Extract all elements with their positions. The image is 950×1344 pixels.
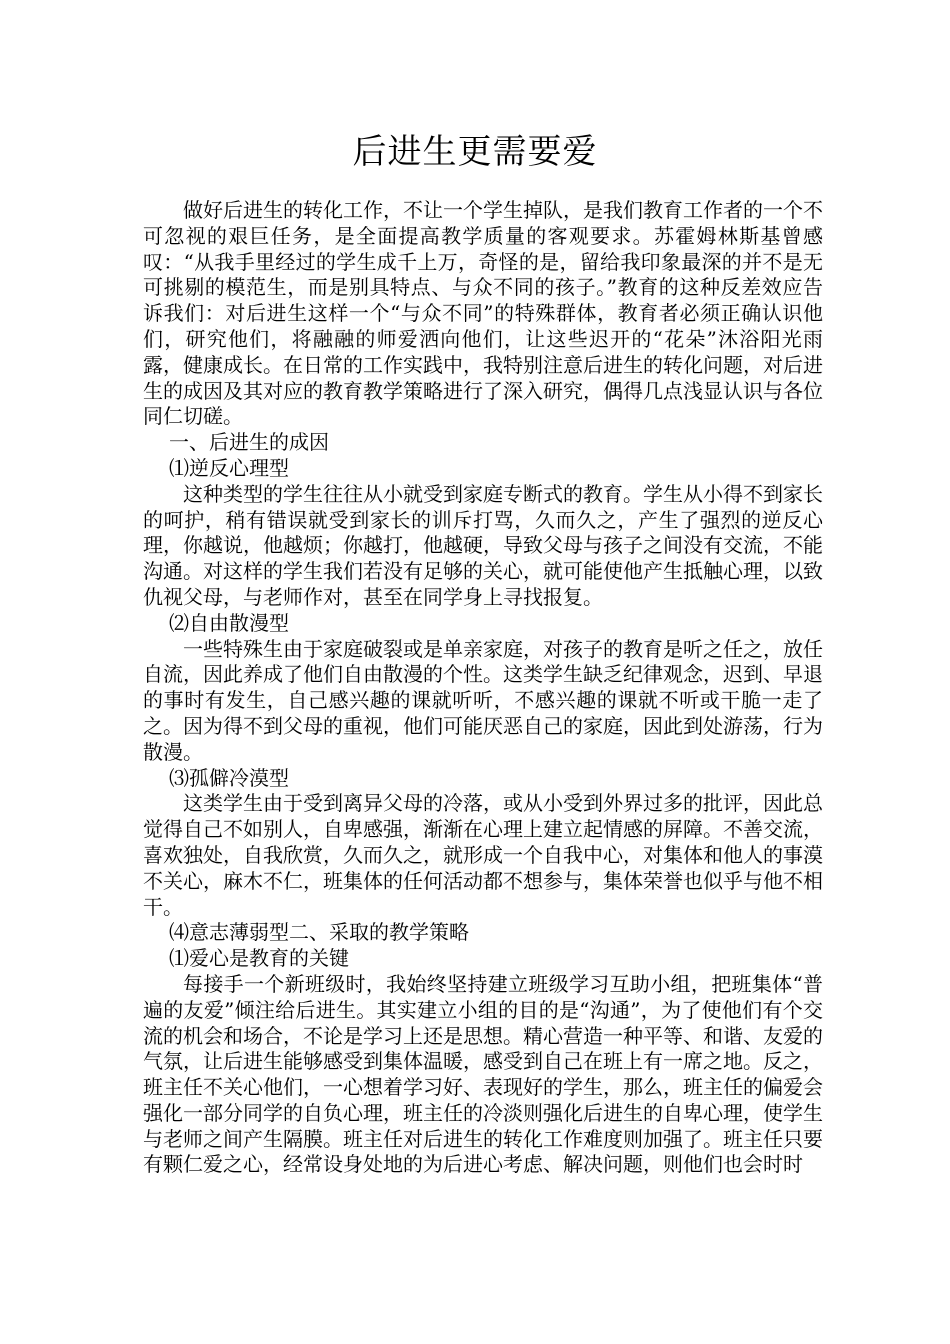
intro-paragraph: 做好后进生的转化工作，不让一个学生掉队，是我们教育工作者的一个不可忽视的艰巨任务，是全面提高教学质量的客观要求。苏霍姆林斯基曾感叹：“从我手里经过的学生成千上万，奇怪的是，留给我印象最深的并不是无可挑剔的模范生，而是别具特点、与众不同的孩子。”教育的这种反差效应告诉我们：对后进生这样一个“与众不同”的特殊群体，教育者必须正确认识他们，研究他们，将融融的师爱洒向他们，让这些迟开的“花朵”沐浴阳光雨露，健康成长。在日常的工作实践中，我特别注意后进生的转化问题，对后进生的成因及其对应的教育教学策略进行了深入研究，偶得几点浅显认识与各位同仁切磋。 — [143, 198, 823, 429]
document-body — [143, 198, 823, 1178]
paragraph-love-is-key: 每接手一个新班级时，我始终坚持建立班级学习互助小组，把班集体“普遍的友爱”倾注给后进生。其实建立小组的目的是“沟通”，为了使他们有个交流的机会和场合，不论是学习上还是思想。精心营造一种平等、和谐、友爱的气氛，让后进生能够感受到集体温暖，感受到自己在班上有一席之地。反之，班主任不关心他们，一心想着学习好、表现好的学生，那么，班主任的偏爱会强化一部分同学的自负心理，班主任的冷淡则强化后进生的自卑心理，使学生与老师之间产生隔膜。班主任对后进生的转化工作难度则加强了。班主任只要有颗仁爱之心，经常设身处地的为后进心考虑、解决问题，则他们也会时时 — [143, 971, 823, 1177]
document-title: 后进生更需要爱 — [352, 132, 598, 172]
subheading-love-is-key: ⑴爱心是教育的关键 — [169, 946, 349, 971]
paragraph-rebellious-type: 这种类型的学生往往从小就受到家庭专断式的教育。学生从小得不到家长的呵护，稍有错误就受到家长的训斥打骂，久而久之，产生了强烈的逆反心理，你越说，他越烦；你越打，他越硬，导致父母与孩子之间没有交流，不能沟通。对这样的学生我们若没有足够的关心，就可能使他产生抵触心理，以致仇视父母，与老师作对，甚至在同学身上寻找报复。 — [143, 481, 823, 609]
subheading-withdrawn-type: ⑶孤僻冷漠型 — [169, 765, 289, 790]
subheading-rebellious-type: ⑴逆反心理型 — [169, 455, 289, 480]
section-heading-causes: 一、后进生的成因 — [169, 430, 329, 455]
paragraph-withdrawn-type: 这类学生由于受到离异父母的冷落，或从小受到外界过多的批评，因此总觉得自己不如别人，自卑感强，渐渐在心理上建立起情感的屏障。不善交流，喜欢独处，自我欣赏，久而久之，就形成一个自我中心，对集体和他人的事漠不关心，麻木不仁，班集体的任何活动都不想参与，集体荣誉也似乎与他不相干。 — [143, 791, 823, 919]
paragraph-undisciplined-type: 一些特殊生由于家庭破裂或是单亲家庭，对孩子的教育是听之任之，放任自流，因此养成了他们自由散漫的个性。这类学生缺乏纪律观念，迟到、早退的事时有发生，自己感兴趣的课就听听，不感兴趣的课就不听或干脆一走了之。因为得不到父母的重视，他们可能厌恶自己的家庭，因此到处游荡，行为散漫。 — [143, 636, 823, 764]
subheading-undisciplined-type: ⑵自由散漫型 — [169, 610, 289, 635]
subheading-weak-will-and-strategies: ⑷意志薄弱型二、采取的教学策略 — [169, 920, 469, 945]
